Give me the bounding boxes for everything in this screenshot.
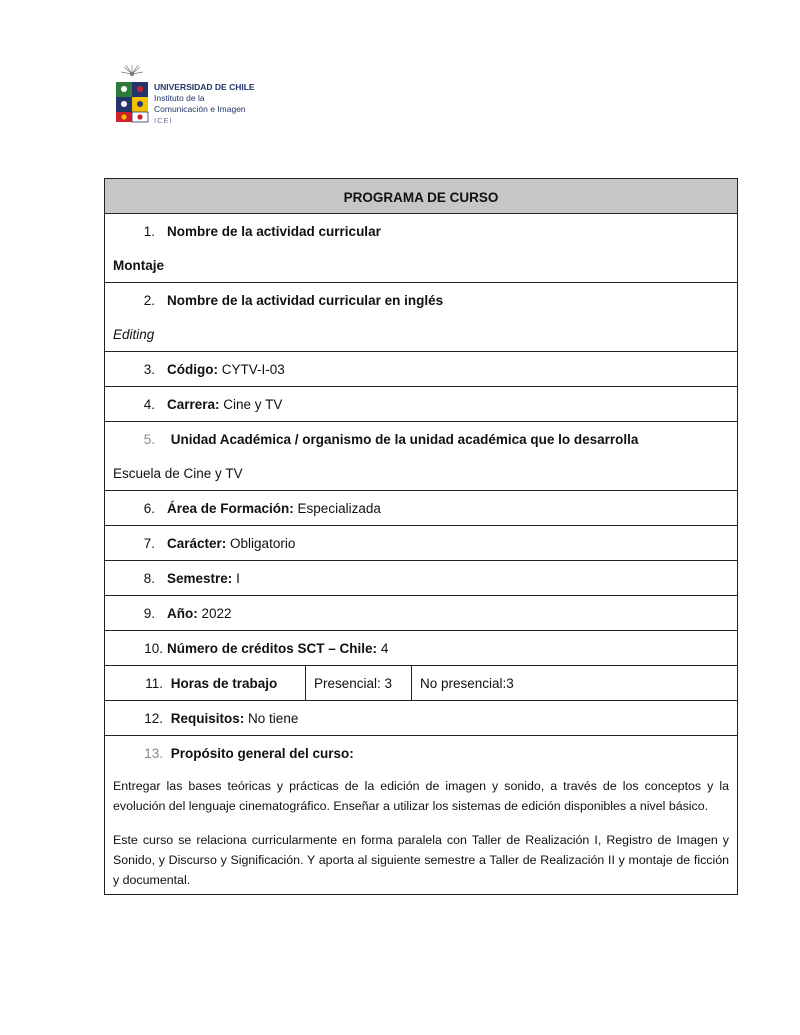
university-logo — [112, 60, 272, 130]
course-name-value: Montaje — [113, 257, 165, 273]
training-area-value: Especializada — [297, 500, 381, 516]
section-academic-unit — [105, 422, 738, 491]
section-label: Carrera: — [167, 396, 220, 412]
section-number: 7. — [143, 535, 155, 551]
semester-value: I — [236, 570, 240, 586]
career-value: Cine y TV — [223, 396, 283, 412]
institute-acronym: ICEI — [154, 116, 173, 125]
character-value: Obligatorio — [230, 535, 296, 551]
section-career — [105, 387, 738, 422]
course-name-english-value: Editing — [113, 326, 155, 342]
section-number: 13. — [144, 745, 163, 761]
section-credits — [105, 631, 738, 666]
section-label: Carácter: — [167, 535, 227, 551]
section-number: 11. — [145, 675, 163, 691]
section-number: 2. — [143, 292, 155, 308]
section-number: 4. — [143, 396, 155, 412]
section-requirements — [105, 701, 738, 736]
academic-unit-value: Escuela de Cine y TV — [113, 465, 243, 481]
section-year — [105, 596, 738, 631]
page-title: PROGRAMA DE CURSO — [343, 189, 499, 205]
section-number: 5. — [143, 431, 155, 447]
section-label: Número de créditos SCT – Chile: — [167, 640, 378, 656]
section-character — [105, 526, 738, 561]
section-label: Nombre de la actividad curricular en inglés — [167, 292, 444, 308]
purpose-paragraph-2: Este curso se relaciona curricularmente en forma paralela con Taller de Realización I, Registro de Imagen y Sonido, y Discurso y Significación. Y aporta al siguiente semestre a Taller de Realización II y montaje de ficción y documental. — [113, 833, 729, 887]
section-code — [105, 352, 738, 387]
institute-line-1: Instituto de la — [154, 93, 205, 103]
table-header — [105, 179, 738, 214]
section-label: Semestre: — [167, 570, 233, 586]
code-value: CYTV-I-03 — [221, 361, 285, 377]
section-number: 8. — [143, 570, 155, 586]
section-label: Nombre de la actividad curricular — [167, 223, 381, 239]
section-general-purpose — [105, 736, 738, 895]
section-label: Horas de trabajo — [170, 675, 278, 691]
section-training-area — [105, 491, 738, 526]
university-name: UNIVERSIDAD DE CHILE — [154, 82, 255, 92]
section-label: Área de Formación: — [167, 500, 294, 516]
course-program-table — [104, 178, 738, 895]
section-label: Año: — [167, 605, 198, 621]
section-number: 12. — [144, 710, 163, 726]
section-number: 1. — [143, 223, 155, 239]
section-semester — [105, 561, 738, 596]
presential-hours: Presencial: 3 — [314, 675, 393, 691]
non-presential-hours: No presencial:3 — [420, 675, 514, 691]
credits-value: 4 — [380, 640, 389, 656]
section-label: Propósito general del curso: — [170, 745, 354, 761]
purpose-paragraph-1: Entregar las bases teóricas y prácticas de la edición de imagen y sonido, a través de los conceptos y la evolución del lenguaje cinematográfico. Enseñar a utilizar los sistemas de edición disponibles a nivel básico. — [113, 779, 729, 813]
section-number: 9. — [143, 605, 155, 621]
year-value: 2022 — [201, 605, 232, 621]
section-number: 3. — [143, 361, 155, 377]
requirements-value: No tiene — [248, 710, 299, 726]
section-label: Unidad Académica / organismo de la unidad académica que lo desarrolla — [170, 431, 639, 447]
section-course-name-english — [105, 283, 738, 352]
section-work-hours — [105, 666, 738, 701]
section-course-name — [105, 214, 738, 283]
section-number: 6. — [143, 500, 155, 516]
section-label: Requisitos: — [170, 710, 245, 726]
section-number: 10. — [144, 640, 163, 656]
section-label: Código: — [167, 361, 218, 377]
institute-line-2: Comunicación e Imagen — [154, 104, 246, 114]
university-crest-icon — [112, 64, 152, 126]
